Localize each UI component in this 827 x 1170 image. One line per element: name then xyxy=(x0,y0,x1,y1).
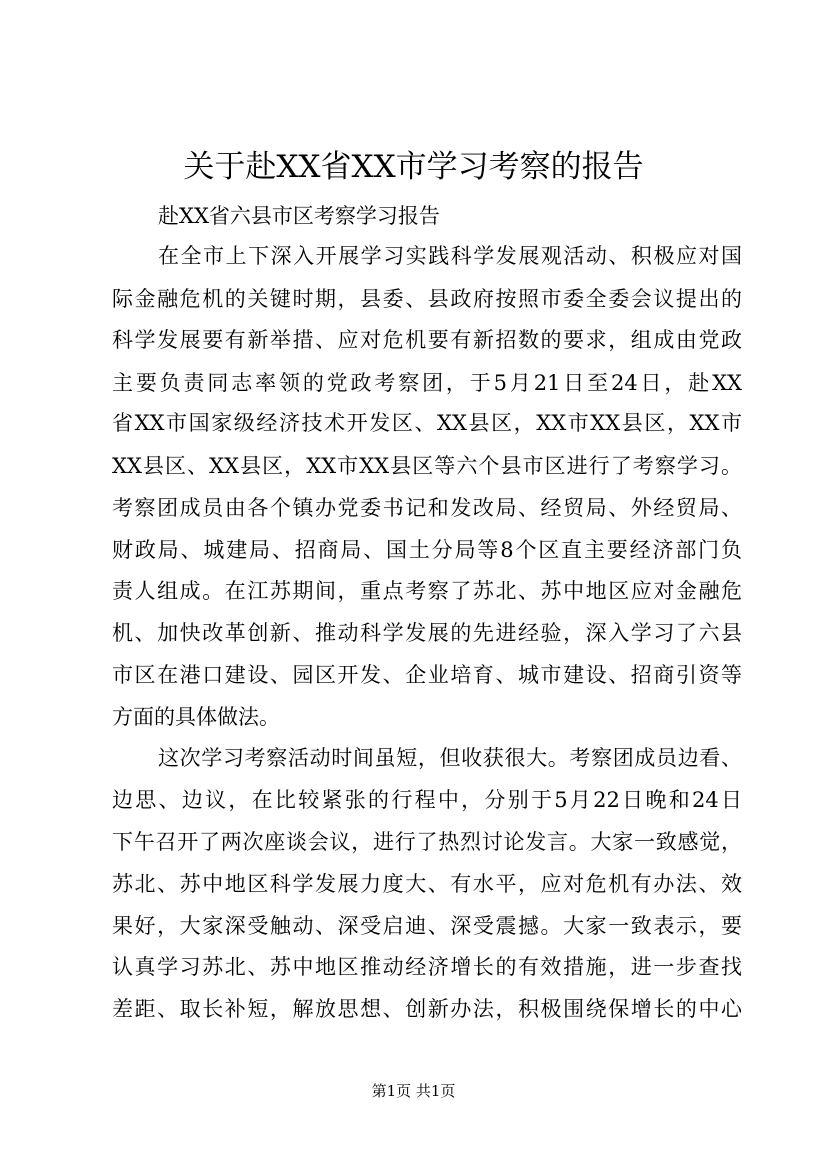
paragraph-2-line-1: 这次学习考察活动时间虽短，但收获很大。考察团成员边看、 xyxy=(158,746,742,770)
document-subtitle: 赴XX省六县市区考察学习报告 xyxy=(158,204,440,228)
paragraph-1-line-7: 考察团成员由各个镇办党委书记和发改局、经贸局、外经贸局、 xyxy=(112,496,742,520)
paragraph-2-line-5: 果好，大家深受触动、深受启迪、深受震撼。大家一致表示，要 xyxy=(112,914,742,938)
paragraph-1-line-2: 际金融危机的关键时期，县委、县政府按照市委全委会议提出的 xyxy=(112,287,742,311)
paragraph-2-line-2: 边思、边议，在比较紧张的行程中，分别于5月22日晚和24日 xyxy=(112,788,742,812)
paragraph-2-line-7: 差距、取长补短，解放思想、创新办法，积极围绕保增长的中心 xyxy=(112,997,742,1021)
page-number-footer: 第1页 共1页 xyxy=(371,1082,456,1100)
document-title: 关于赴XX省XX市学习考察的报告 xyxy=(183,149,644,185)
paragraph-2-line-3: 下午召开了两次座谈会议，进行了热烈讨论发言。大家一致感觉， xyxy=(112,830,742,854)
paragraph-1-line-9: 责人组成。在江苏期间，重点考察了苏北、苏中地区应对金融危 xyxy=(112,579,742,603)
paragraph-1-line-6: XX县区、XX县区，XX市XX县区等六个县市区进行了考察学习。 xyxy=(112,454,742,478)
paragraph-2-line-6: 认真学习苏北、苏中地区推动经济增长的有效措施，进一步查找 xyxy=(112,955,742,979)
paragraph-1-line-1: 在全市上下深入开展学习实践科学发展观活动、积极应对国 xyxy=(158,244,742,268)
paragraph-1-line-11: 市区在港口建设、园区开发、企业培育、城市建设、招商引资等 xyxy=(112,663,742,687)
paragraph-1-line-12: 方面的具体做法。 xyxy=(112,705,280,729)
paragraph-1-line-4: 主要负责同志率领的党政考察团，于5月21日至24日，赴XX xyxy=(112,371,742,395)
paragraph-2-line-4: 苏北、苏中地区科学发展力度大、有水平，应对危机有办法、效 xyxy=(112,872,742,896)
paragraph-1-line-8: 财政局、城建局、招商局、国土分局等8个区直主要经济部门负 xyxy=(112,538,742,562)
paragraph-1-line-3: 科学发展要有新举措、应对危机要有新招数的要求，组成由党政 xyxy=(112,328,742,352)
paragraph-1-line-5: 省XX市国家级经济技术开发区、XX县区，XX市XX县区，XX市 xyxy=(112,411,742,435)
paragraph-1-line-10: 机、加快改革创新、推动科学发展的先进经验，深入学习了六县 xyxy=(112,621,742,645)
